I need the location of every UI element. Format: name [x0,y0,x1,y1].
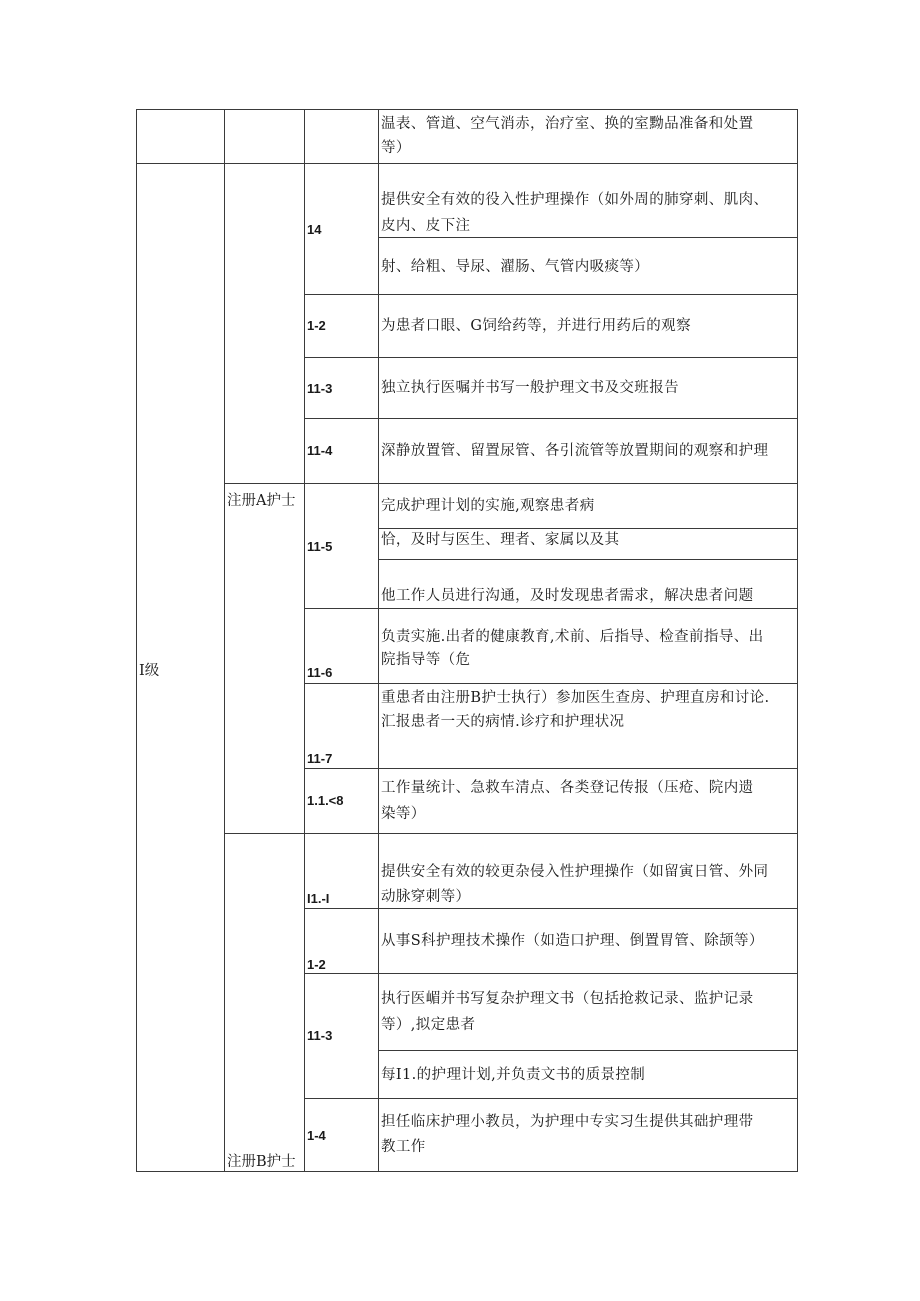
row-divider [136,163,798,164]
item-code: 11-7 [307,751,333,766]
item-code: 11-3 [307,1028,333,1043]
role-label-a: 注册A护士 [227,493,296,509]
column-divider [378,109,379,1172]
item-code: 11-5 [307,539,333,554]
duty-text: 重患者由注册B护士执行）参加医生查房、护理直房和讨论. [381,690,770,706]
duty-text: 教工作 [381,1139,426,1155]
row-divider [224,833,798,834]
duty-text: 执行医嵋并书写复杂护理文书（包括抢救记录、监护记录 [381,991,754,1007]
duty-text: 提供安全有效的较更杂侵入性护理操作（如留寅日管、外同 [381,864,769,880]
duty-text: 负责实施.出者的健康教育,术前、后指导、检查前指导、出 [381,629,764,645]
table-right-border [797,109,798,1172]
duty-text: 等） [381,140,411,156]
item-code: 1.1.<8 [307,793,344,808]
column-divider [224,109,225,1172]
column-divider [304,109,305,1172]
role-label-b: 注册B护士 [227,1154,296,1170]
item-code: 11-6 [307,665,333,680]
duty-text: 射、给粗、导尿、濯肠、气管内吸痰等） [381,259,650,275]
duty-text: 汇报患者一天的病情.诊疗和护理状况 [381,714,625,730]
duty-text: 完成护理计划的实施,观察患者病 [381,498,595,514]
item-code: 11-4 [307,443,333,458]
duty-text: 皮内、皮下注 [381,218,471,234]
duty-text: 他工作人员进行沟通，及时发现患者需求，解决患者问题 [381,588,754,604]
subrow-divider [378,1050,798,1051]
duty-text: 提供安全有效的役入性护理操作（如外周的肺穿刺、肌肉、 [381,192,769,208]
duty-text: 从事S科护理技术操作（如造口护理、倒置胃管、除颉等） [381,933,764,949]
duty-text: 担任临床护理小教员，为护理中专实习生提供其础护理带 [381,1114,754,1130]
table-top-border [136,109,798,110]
duty-text: 动脉穿刺等） [381,889,471,905]
item-code: 1-2 [307,957,326,972]
duty-text: 工作量统计、急救车清点、各类登记传报（压疮、院内遗 [381,780,754,796]
duty-text: 等）,拟定患者 [381,1017,476,1033]
duty-text: 独立执行医嘱并书写一般护理文书及交班报告 [381,380,679,396]
duty-text: 深静放置管、留置尿管、各引流管等放置期间的观察和护理 [381,443,769,459]
table-left-border [136,109,137,1172]
item-code: 1-4 [307,1128,326,1143]
row-divider [224,483,798,484]
item-code: 14 [307,222,322,237]
duty-text: 染等） [381,806,426,822]
duty-text: 院指导等（危 [381,652,471,668]
level-label: I级 [139,663,160,679]
duty-text: 为患者口眼、G饲给药等，并进行用药后的观察 [381,318,691,334]
item-code: 1-2 [307,318,326,333]
duty-text: 恰，及时与医生、理者、家属以及其 [381,532,620,548]
duty-text: 每I1.的护理计划,并负责文书的质景控制 [381,1067,646,1083]
item-code: I1.-I [307,891,330,906]
subrow-divider [378,559,798,560]
duty-text: 温表、管道、空气消赤，治疗室、换的室黝品准备和处置 [381,116,754,132]
item-code: 11-3 [307,381,333,396]
